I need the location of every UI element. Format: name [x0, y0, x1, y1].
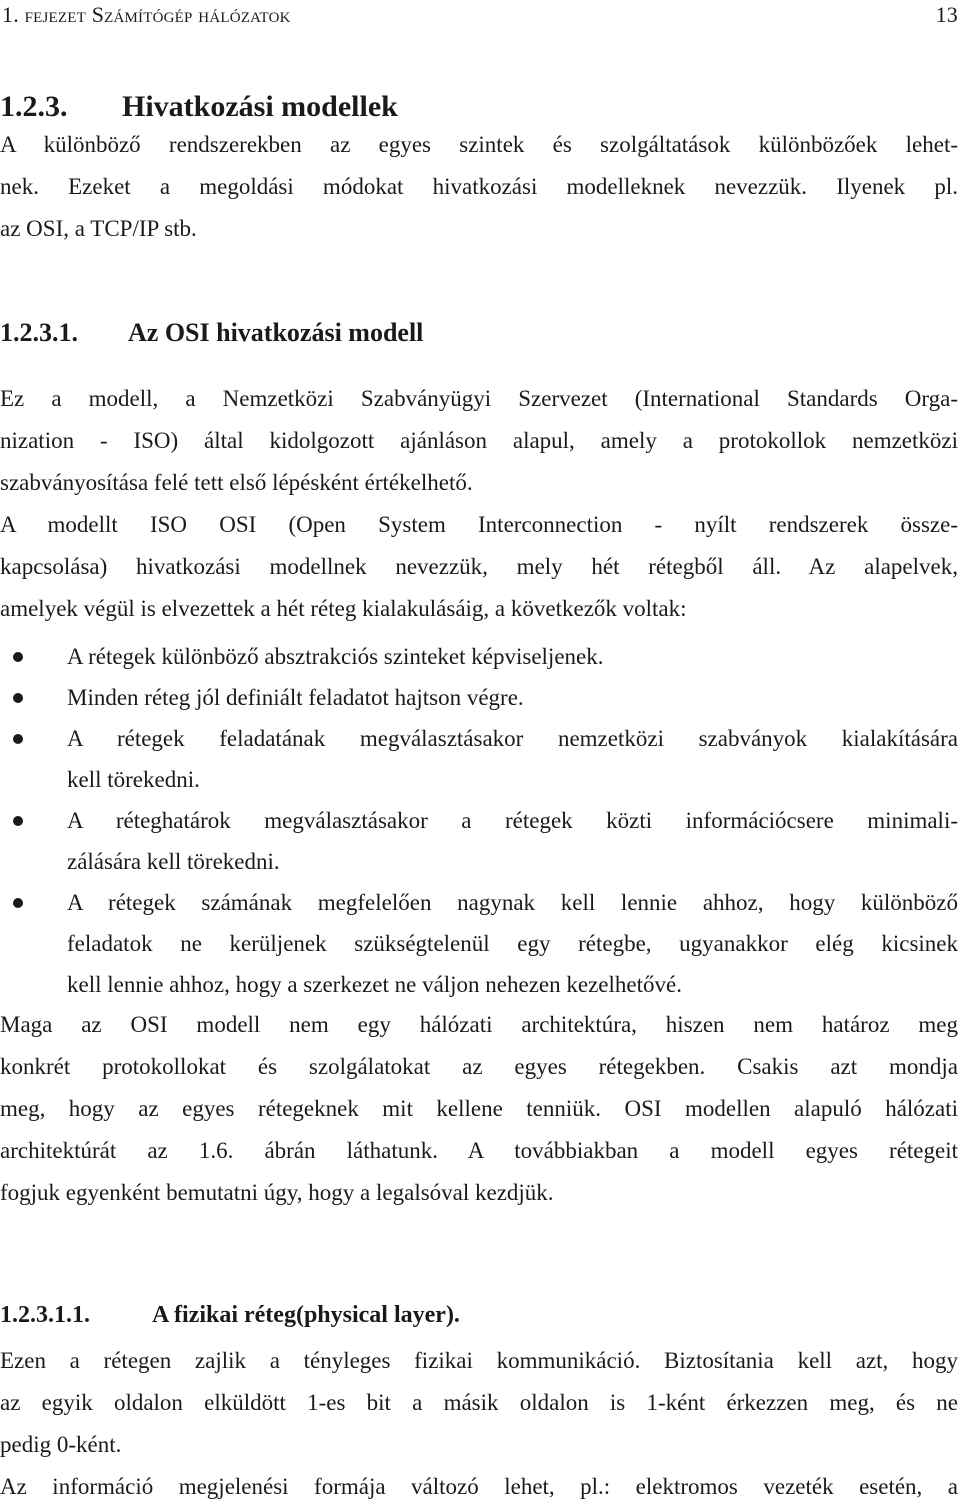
text-line: Maga az OSI modell nem egy hálózati architektúra, hiszen nem határoz meg	[0, 1012, 958, 1037]
text-line: nek. Ezeket a megoldási módokat hivatkozási modelleknek nevezzük. Ilyenek pl.	[0, 174, 958, 199]
osi-paragraph-3	[0, 1004, 958, 1214]
subsection-title: Az OSI hivatkozási modell	[128, 318, 424, 347]
running-head	[0, 2, 958, 32]
list-item	[0, 677, 958, 718]
text-line: Ez a modell, a Nemzetközi Szabványügyi Szervezet (International Standards Orga-	[0, 386, 958, 411]
text-line: kell lennie ahhoz, hogy a szerkezet ne váljon nehezen kezelhetővé.	[67, 972, 682, 997]
bullet-icon	[13, 816, 23, 826]
bullet-icon	[13, 652, 23, 662]
text-line: A réteghatárok megválasztásakor a rétegek közti információcsere minimali-	[67, 808, 958, 833]
section-intro-paragraph	[0, 124, 958, 250]
page-number: 13	[935, 2, 958, 27]
bullet-icon	[13, 693, 23, 703]
bullet-icon	[13, 898, 23, 908]
physical-layer-paragraph-1	[0, 1340, 958, 1466]
text-line: A rétegek feladatának megválasztásakor nemzetközi szabványok kialakítására	[67, 726, 958, 751]
text-line: meg, hogy az egyes rétegeknek mit kellene tenniük. OSI modellen alapuló hálózati	[0, 1096, 958, 1121]
text-line: szabványosítása felé tett első lépésként értékelhető.	[0, 470, 473, 495]
text-line: az OSI, a TCP/IP stb.	[0, 216, 197, 241]
text-line: feladatok ne kerüljenek szükségtelenül egy rétegbe, ugyanakkor elég kicsinek	[67, 931, 958, 956]
section-number: 1.2.3.	[0, 90, 68, 123]
paragraph-number: 1.2.3.1.1.	[0, 1302, 90, 1328]
text-line: fogjuk egyenként bemutatni úgy, hogy a legalsóval kezdjük.	[0, 1180, 554, 1205]
text-line: kell törekedni.	[67, 767, 200, 792]
text-line: pedig 0-ként.	[0, 1432, 122, 1457]
section-heading	[0, 90, 398, 124]
text-line: A rétegek különböző absztrakciós szinteket képviseljenek.	[67, 644, 604, 669]
list-item	[0, 718, 958, 800]
text-line: amelyek végül is elvezettek a hét réteg kialakulásáig, a következők voltak:	[0, 596, 687, 621]
text-line: A modellt ISO OSI (Open System Interconnection - nyílt rendszerek össze-	[0, 512, 958, 537]
list-item	[0, 882, 958, 1005]
text-line: kapcsolása) hivatkozási modellnek nevezzük, mely hét rétegből áll. Az alapelvek,	[0, 554, 958, 579]
list-item	[0, 800, 958, 882]
chapter-title: 1. fejezet Számítógép hálózatok	[2, 2, 291, 27]
text-line: architektúrát az 1.6. ábrán láthatunk. A továbbiakban a modell egyes rétegeit	[0, 1138, 958, 1163]
text-line: Minden réteg jól definiált feladatot hajtson végre.	[67, 685, 524, 710]
text-line: Ezen a rétegen zajlik a tényleges fizikai kommunikáció. Biztosítania kell azt, hogy	[0, 1348, 958, 1373]
text-line: Az információ megjelenési formája változó lehet, pl.: elektromos vezeték esetén, a	[0, 1474, 958, 1499]
subsection-heading	[0, 318, 423, 348]
section-title: Hivatkozási modellek	[122, 90, 398, 123]
text-line: konkrét protokollokat és szolgálatokat az egyes rétegekben. Csakis azt mondja	[0, 1054, 958, 1079]
bullet-icon	[13, 734, 23, 744]
text-line: zálására kell törekedni.	[67, 849, 280, 874]
subsection-number: 1.2.3.1.	[0, 318, 78, 347]
osi-paragraph-1	[0, 378, 958, 504]
paragraph-heading	[0, 1302, 460, 1329]
list-item	[0, 636, 958, 677]
text-line: A rétegek számának megfelelően nagynak kell lennie ahhoz, hogy különböző	[67, 890, 958, 915]
principles-list	[0, 636, 958, 1005]
text-line: az egyik oldalon elküldött 1-es bit a másik oldalon is 1-ként érkezzen meg, és ne	[0, 1390, 958, 1415]
osi-paragraph-2	[0, 504, 958, 630]
paragraph-title: A fizikai réteg(physical layer).	[152, 1302, 460, 1328]
text-line: A különböző rendszerekben az egyes szintek és szolgáltatások különbözőek lehet-	[0, 132, 958, 157]
text-line: nization - ISO) által kidolgozott ajánláson alapul, amely a protokollok nemzetközi	[0, 428, 958, 453]
